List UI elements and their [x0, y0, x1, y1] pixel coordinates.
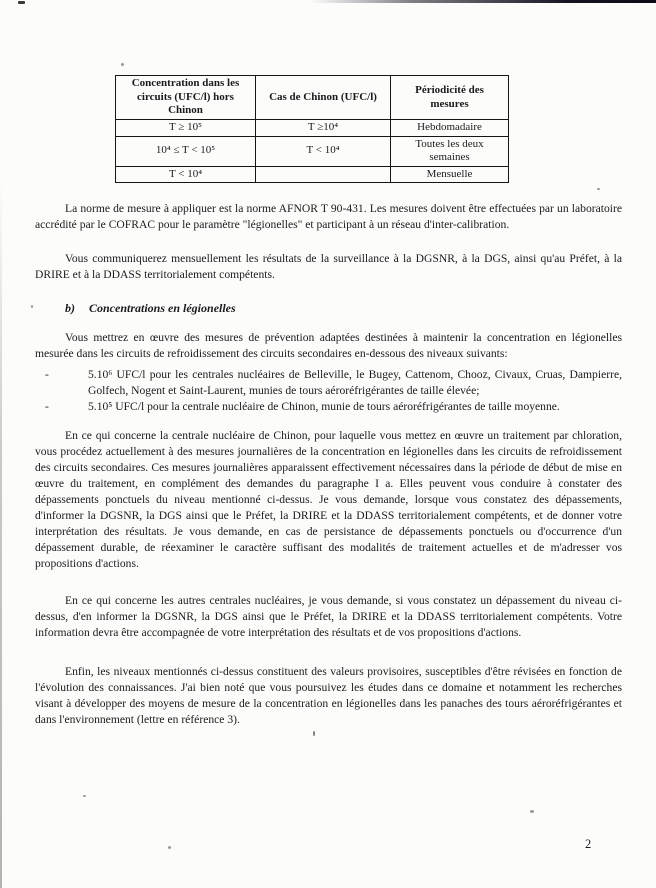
- page-number: 2: [585, 837, 592, 851]
- table-row: [116, 136, 509, 166]
- scan-speckle: [313, 731, 315, 736]
- paragraph-autres-centrales: En ce qui concerne les autres centrales nucléaires, je vous demande, si vous constatez un dépassement du niveau ci-dessus, d'en informer la DGSNR, la DGS ainsi que le Préfet, la DRIRE et la DDASS territorialement compétents. Votre information devra être accompagnée de votre interprétation des résultats et de vos propositions d'actions.: [35, 594, 622, 639]
- scan-speckle: [530, 810, 534, 813]
- table-header-row: [116, 76, 509, 120]
- scan-edge-artifact-left: [0, 180, 2, 888]
- table-row: [116, 166, 509, 183]
- scan-speckle: [31, 305, 33, 308]
- paragraph-niveaux: Vous mettrez en œuvre des mesures de prévention adaptées destinées à maintenir la concentration en légionelles mesurée dans les circuits de refroidissement des circuits secondaires en-dessous des niveaux suivants:: [35, 331, 622, 360]
- table-cell: T ≥10⁴: [256, 120, 391, 137]
- scan-speckle: [83, 795, 86, 797]
- table-header-cas-chinon: Cas de Chinon (UFC/l): [256, 76, 391, 120]
- table-row: [116, 120, 509, 137]
- page-content: [35, 0, 622, 728]
- paragraph-norme-afnor: La norme de mesure à appliquer est la norme AFNOR T 90-431. Les mesures doivent être effectuées par un laboratoire accrédité par le COFRAC pour le paramètre "légionelles" et participant à un réseau d'inter-calibration.: [35, 202, 622, 231]
- table-header-periodicite: Périodicité des mesures: [391, 76, 509, 120]
- table-cell: Hebdomadaire: [391, 120, 509, 137]
- table-cell: T < 10⁴: [116, 166, 256, 183]
- bullet-dash: -: [45, 368, 49, 381]
- section-heading-b: [65, 300, 622, 316]
- threshold-table: [115, 75, 509, 183]
- threshold-bullet-list: [35, 367, 622, 415]
- section-title: Concentrations en légionelles: [89, 301, 236, 315]
- bullet-text: 5.10⁵ UFC/l pour la centrale nucléaire de Chinon, munie de tours aéroréfrigérantes de taille moyenne.: [88, 400, 560, 413]
- paragraph-communication-resultats: Vous communiquerez mensuellement les résultats de la surveillance à la DGSNR, à la DGS, ainsi qu'au Préfet, à la DRIRE et à la DDASS territorialement compétents.: [35, 252, 622, 281]
- list-item: [35, 399, 622, 415]
- table-cell: Toutes les deux semaines: [391, 136, 509, 166]
- bullet-dash: -: [45, 400, 49, 413]
- table-cell: Mensuelle: [391, 166, 509, 183]
- paragraph-chinon: En ce qui concerne la centrale nucléaire de Chinon, pour laquelle vous mettez en œuvre un traitement par chloration, vous procédez actuellement à des mesures journalières de la concentration en légionelles dans les circuits de refroidissement des circuits secondaires. Ces mesures journalières apparaissent effectivement nécessaires dans la période de début de mise en œuvre du traitement, en complément des demandes du paragraphe I a. Elles peuvent vous conduire à constater des dépassements ponctuels du niveau mentionné ci-dessus. Je vous demande, lorsque vous constatez des dépassements, d'informer la DGSNR, la DGS ainsi que le Préfet, la DRIRE et la DDASS territorialement compétents, et de donner votre interprétation des résultats. Je vous demande, en cas de persistance de dépassements ponctuels ou d'occurrence d'un dépassement durable, de réexaminer le caractère suffisant des modalités de traitement actuelles et de m'adresser vos propositions d'actions.: [35, 429, 622, 570]
- section-label: b): [65, 301, 75, 315]
- scan-speckle: [168, 846, 171, 849]
- bullet-text: 5.10⁶ UFC/l pour les centrales nucléaires de Belleville, le Bugey, Cattenom, Chooz, Civaux, Cruas, Dampierre, Golfech, Nogent et Saint-Laurent, munies de tours aéroréfrigérantes de taille élevée;: [88, 368, 622, 397]
- table-cell: [256, 166, 391, 183]
- table-cell: T < 10⁴: [256, 136, 391, 166]
- list-item: [35, 367, 622, 399]
- scan-mark: [18, 1, 25, 4]
- table-cell: 10⁴ ≤ T < 10⁵: [116, 136, 256, 166]
- table-header-concentration-hors-chinon: Concentration dans les circuits (UFC/l) hors Chinon: [116, 76, 256, 120]
- table-cell: T ≥ 10⁵: [116, 120, 256, 137]
- paragraph-enfin: Enfin, les niveaux mentionnés ci-dessus constituent des valeurs provisoires, susceptibles d'être révisées en fonction de l'évolution des connaissances. J'ai bien noté que vous poursuivez les études dans ce domaine et notamment les recherches visant à développer des moyens de mesure de la concentration en légionelles dans les panaches des tours aéroréfrigérantes et dans l'environnement (lettre en référence 3).: [35, 665, 622, 726]
